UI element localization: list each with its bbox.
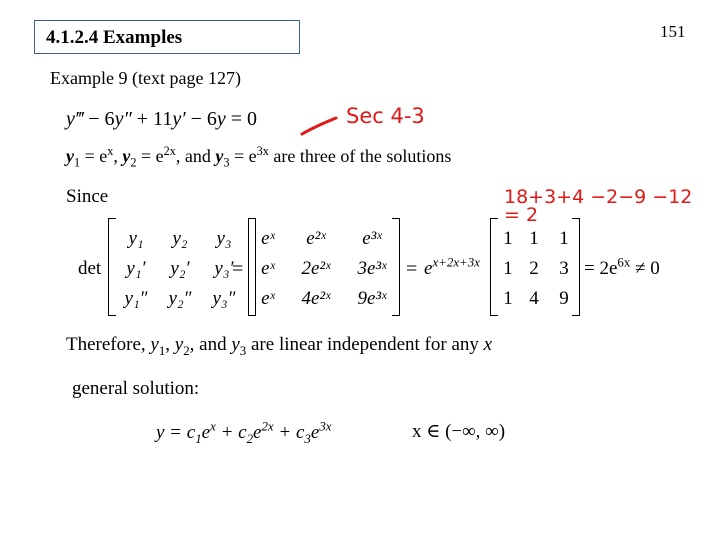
matrix-cell: 9e³ˣ — [357, 288, 387, 309]
matrix-cell: 3e³ˣ — [357, 258, 387, 279]
annotation-section-note: Sec 4-3 — [346, 104, 425, 128]
matrix-cell: e²ˣ — [306, 228, 326, 249]
matrix-cell: y₂′ — [170, 258, 190, 279]
matrix-cell: y₂ — [172, 228, 188, 249]
equals-sign: = — [406, 258, 418, 280]
matrix-cell: y₃ — [216, 228, 232, 249]
example-heading: Example 9 (text page 127) — [50, 68, 241, 88]
matrix-cell: eˣ — [261, 288, 275, 309]
matrix-cell: y₁′ — [126, 258, 146, 279]
solutions-sentence: $y_1 = e^x$, $y_2 = e^{2x}$, and $y_3 = e^{3x}$ are three of the solutions — [66, 144, 452, 170]
matrix-cell: 3 — [559, 258, 569, 279]
matrix-cell: 1 — [503, 258, 513, 279]
matrix-cell: 9 — [559, 288, 569, 309]
matrix-cell: 1 — [559, 228, 569, 249]
matrix-cell: e³ˣ — [362, 228, 382, 249]
general-solution-equation: $y = c_1e^x + c_2e^{2x} + c_3e^{3x}$ — [156, 418, 332, 446]
matrix-cell: 4 — [529, 288, 539, 309]
matrix-cell: 2e²ˣ — [301, 258, 331, 279]
annotation-calculation-result: = 2 — [504, 204, 539, 226]
matrix-cell: y₂″ — [168, 288, 192, 309]
equals-sign: = — [232, 258, 244, 280]
domain-interval: x ∈ (−∞, ∞) — [412, 421, 506, 442]
matrix-cell: 1 — [503, 288, 513, 309]
matrix-cell: 1 — [503, 228, 513, 249]
coefficient-matrix — [490, 218, 580, 316]
differential-equation: y‴ − 6y″ + 11y′ − 6y = 0 — [66, 108, 258, 130]
matrix-cell: y₃′ — [214, 258, 234, 279]
annotation-calculation: 18+3+4 −2−9 −12 — [504, 186, 693, 208]
matrix-cell: eˣ — [261, 228, 275, 249]
det-label: det — [78, 258, 102, 279]
exponential-factor: $e^{x+2x+3x}$ — [424, 254, 480, 279]
exponential-matrix — [248, 218, 400, 316]
general-solution-label: general solution: — [72, 378, 200, 399]
matrix-cell: 4e²ˣ — [301, 288, 331, 309]
slide-title: 4.1.2.4 Examples — [34, 20, 300, 54]
matrix-cell: eˣ — [261, 258, 275, 279]
matrix-cell: y₁ — [128, 228, 144, 249]
matrix-cell: 2 — [529, 258, 539, 279]
matrix-cell: 1 — [529, 228, 539, 249]
since-label: Since — [66, 186, 109, 207]
page-number: 151 — [660, 22, 686, 41]
matrix-cell: y₃″ — [212, 288, 236, 309]
wronskian-result: = $2e^{6x} \ne 0$ — [584, 254, 660, 279]
matrix-cell: y₁″ — [124, 288, 148, 309]
linear-independence-statement: Therefore, $y_1$, $y_2$, and $y_3$ are linear independent for any x — [66, 334, 493, 358]
